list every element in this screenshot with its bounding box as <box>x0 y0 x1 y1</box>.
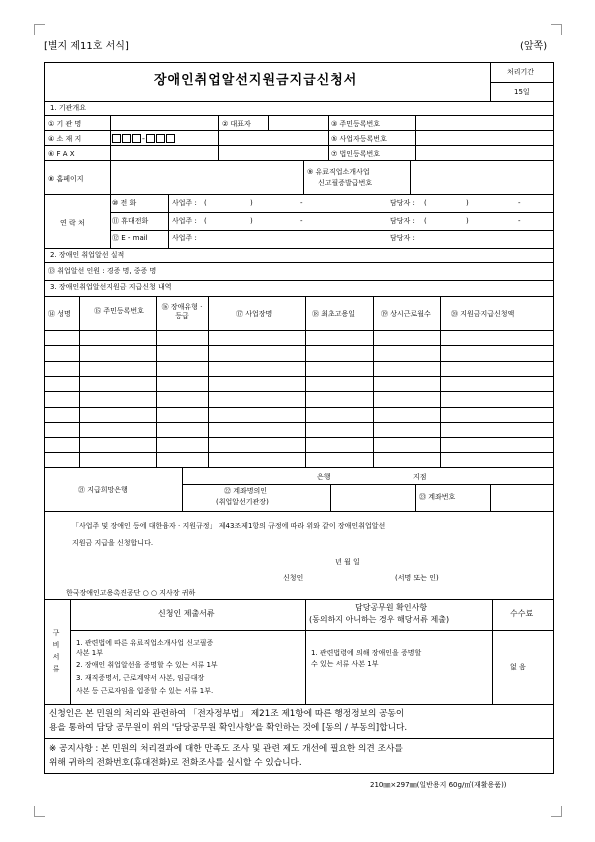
address-label: ④ 소 재 지 <box>48 135 82 143</box>
divider <box>328 115 329 160</box>
doc-item: 1. 관련법에 따른 유료직업소개사업 신고필증 <box>76 639 214 647</box>
contact-label: 연 락 처 <box>60 219 85 227</box>
biz-no-label: ⑤ 사업자등록번호 <box>331 135 387 143</box>
dash: - <box>300 199 303 207</box>
mobile-manager-label: 담당자 : <box>390 217 415 225</box>
divider <box>168 194 169 248</box>
declaration-text-2: 지원금 지급을 신청합니다. <box>72 539 154 547</box>
docs-col2-header: 담당공무원 확인사항 <box>355 603 428 612</box>
divider <box>44 738 554 739</box>
divider <box>305 599 306 704</box>
table-col-divider <box>373 296 374 467</box>
table-col-divider <box>440 296 441 467</box>
divider <box>44 145 554 146</box>
table-row <box>44 361 554 362</box>
fee-job-label: ⑨ 유료직업소개사업 <box>307 168 370 176</box>
table-col-divider <box>79 296 80 467</box>
divider <box>303 160 304 194</box>
divider <box>410 160 411 194</box>
divider <box>110 194 111 248</box>
applicant-label: 신청인 <box>283 574 304 582</box>
divider <box>44 101 554 102</box>
email-label: ⑫ E - mail <box>112 234 148 242</box>
divider <box>44 467 554 468</box>
paren: ( <box>424 199 427 207</box>
divider <box>415 484 416 511</box>
crop-mark <box>551 806 562 817</box>
consent-text: 신청인은 본 민원의 처리와 관련하여 「전자정부법」 제21조 제1항에 따른 행정정보의 공동이 <box>49 709 405 719</box>
org-name-label: ① 기 관 명 <box>48 120 82 128</box>
dash: - <box>518 217 521 225</box>
account-holder-label: ㉒ 계좌명의인 <box>224 487 268 495</box>
paren: ) <box>466 217 469 225</box>
phone-label: ⑩ 전 화 <box>112 199 137 207</box>
divider <box>44 599 554 600</box>
table-col-divider <box>305 296 306 467</box>
divider <box>44 296 554 297</box>
divider <box>44 160 554 161</box>
doc-item: 사본 1부 <box>76 649 103 657</box>
documents-side-label: 구비서류 <box>52 629 60 673</box>
account-holder-label-2: (취업알선기관장) <box>216 498 269 506</box>
placement-count: ⑬ 취업알선 인원 : 경증 명, 중증 명 <box>48 267 157 275</box>
divider <box>44 704 554 705</box>
divider <box>110 230 554 231</box>
phone-owner-label: 사업주 : <box>172 199 197 207</box>
divider <box>70 630 554 631</box>
resident-no-label: ③ 주민등록번호 <box>331 120 381 128</box>
divider <box>44 280 554 281</box>
docs-col1-header: 신청인 제출서류 <box>158 609 215 618</box>
homepage-label: ⑧ 홈페이지 <box>48 175 84 183</box>
table-row <box>44 437 554 438</box>
table-col-divider <box>208 296 209 467</box>
section2-heading: 2. 장애인 취업알선 실적 <box>50 251 125 259</box>
table-row <box>44 407 554 408</box>
dash: - <box>518 199 521 207</box>
col-disability: ⑯ 장애유형 · 등급 <box>161 303 203 320</box>
phone-manager-label: 담당자 : <box>390 199 415 207</box>
col-resident-no: ⑮ 주민등록번호 <box>94 307 144 315</box>
paren: ) <box>466 199 469 207</box>
table-row <box>44 391 554 392</box>
divider <box>44 130 554 131</box>
paren: ) <box>250 199 253 207</box>
doc-item: 사본 등 근로자임을 입증할 수 있는 서류 1부. <box>76 687 214 695</box>
col-first-hire: ⑱ 최초고용일 <box>312 310 356 318</box>
doc-item: 2. 장애인 취업알선을 증명할 수 있는 서류 1부 <box>76 661 218 669</box>
docs-col3-header: 수수료 <box>510 609 534 618</box>
col-workplace: ⑰ 사업장명 <box>236 310 273 318</box>
mobile-label: ⑪ 휴대전화 <box>112 217 149 225</box>
email-owner-label: 사업주 : <box>172 234 197 242</box>
fax-label: ⑥ F A X <box>48 150 75 158</box>
divider <box>492 599 493 704</box>
paper-spec: 210㎜×297㎜(일반용지 60g/㎡(재활용품)) <box>370 781 507 789</box>
docs-col2-subheader: (동의하지 아니하는 경우 해당서류 제출) <box>309 615 450 624</box>
table-row <box>44 422 554 423</box>
bank-name: 은행 <box>317 473 331 481</box>
recipient: 한국장애인고용촉진공단 ○ ○ 지사장 귀하 <box>66 589 196 597</box>
fee-value: 없 음 <box>510 663 526 671</box>
page-side: (앞쪽) <box>520 41 548 52</box>
divider <box>218 115 219 160</box>
divider <box>44 511 554 512</box>
branch-label: 지점 <box>413 473 427 481</box>
table-row <box>44 330 554 331</box>
divider <box>490 484 491 511</box>
email-manager-label: 담당자 : <box>390 234 415 242</box>
crop-mark <box>34 24 45 35</box>
doc-item: 3. 재직증명서, 근로계약서 사본, 임금대장 <box>76 674 205 682</box>
table-row <box>44 345 554 346</box>
section1-heading: 1. 기관개요 <box>50 104 86 112</box>
fee-job-label-2: 신고필증발급번호 <box>318 179 373 187</box>
divider <box>490 82 554 83</box>
consent-text-2: 용을 통하여 담당 공무원이 위의 '담당공무원 확인사항'을 확인하는 것에 [동의 / 부동의]합니다. <box>49 723 408 733</box>
account-number-label: ㉓ 계좌번호 <box>419 493 456 501</box>
crop-mark <box>551 24 562 35</box>
corp-no-label: ⑦ 법인등록번호 <box>331 150 381 158</box>
col-name: ⑭ 성명 <box>48 310 71 318</box>
declaration-date: 년 월 일 <box>335 558 360 566</box>
paren: ) <box>250 217 253 225</box>
bank-label: ㉑ 지급희망은행 <box>78 486 128 494</box>
section3-heading: 3. 장애인취업알선지원금 지급신청 내역 <box>50 283 172 291</box>
table-row <box>44 376 554 377</box>
form-number: [별지 제11호 서식] <box>44 41 129 52</box>
dash: - <box>300 217 303 225</box>
doc-check-item: 1. 관련법령에 의해 장애인을 증명할 <box>311 649 422 657</box>
paren: ( <box>204 199 207 207</box>
signature-label: (서명 또는 인) <box>395 574 439 582</box>
declaration-text: 「사업주 및 장애인 등에 대한융자 · 지원규정」 제43조제1항의 규정에 따라 위와 같이 장애인취업알선 <box>72 522 386 530</box>
divider <box>182 484 554 485</box>
paren: ( <box>204 217 207 225</box>
paren: ( <box>424 217 427 225</box>
notice-text: ※ 공지사항 : 본 민원의 처리결과에 대한 만족도 조사 및 관련 제도 개선에 필요한 의견 조사를 <box>49 744 403 754</box>
table-row <box>44 452 554 453</box>
divider <box>70 599 71 704</box>
postal-code-boxes[interactable]: - <box>112 134 176 143</box>
col-months: ⑲ 상시근로월수 <box>381 310 431 318</box>
mobile-owner-label: 사업주 : <box>172 217 197 225</box>
divider <box>415 115 416 160</box>
representative-label: ② 대표자 <box>222 120 251 128</box>
page-title: 장애인취업알선지원금지급신청서 <box>154 73 358 88</box>
divider <box>44 262 554 263</box>
divider <box>182 467 183 511</box>
col-amount: ⑳ 지원금지급신청액 <box>451 310 515 318</box>
divider <box>330 484 331 511</box>
divider <box>110 212 554 213</box>
processing-label: 처리기간 <box>507 68 535 76</box>
divider <box>44 248 554 249</box>
crop-mark <box>34 806 45 817</box>
divider <box>110 160 111 194</box>
divider <box>268 115 269 130</box>
doc-check-item: 수 있는 서류 사본 1부 <box>311 660 379 668</box>
processing-value: 15일 <box>514 88 530 96</box>
divider <box>44 194 554 195</box>
table-col-divider <box>156 296 157 467</box>
notice-text-2: 위해 귀하의 전화번호(휴대전화)로 전화조사를 실시할 수 있습니다. <box>49 758 302 768</box>
divider <box>44 115 554 116</box>
